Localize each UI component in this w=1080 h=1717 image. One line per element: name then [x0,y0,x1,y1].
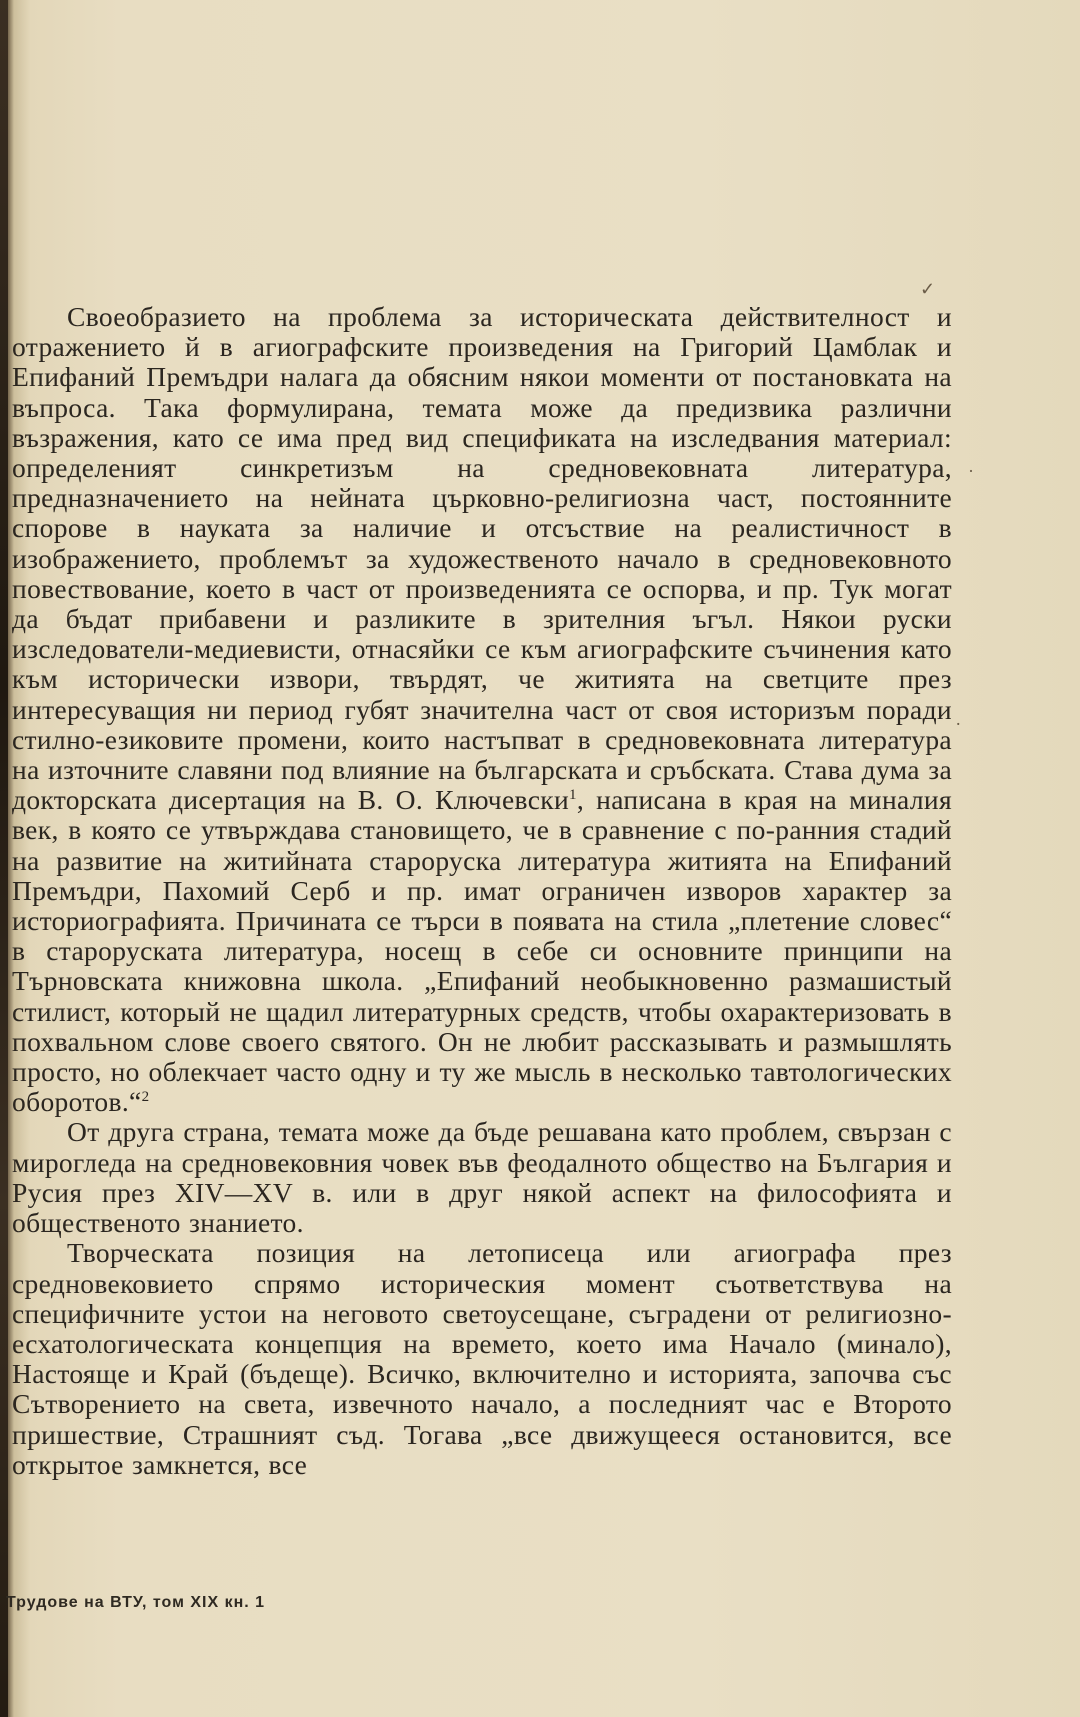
paragraph-1-text-a: Своеобразието на проблема за историческата действителност и отражението й в агиографските произведения на Григорий Цамблак и Епифаний Премъдри налага да обясним някои моменти от постановката на въпроса. Така формулирана, темата може да предизвика различни възражения, като се има пред вид спецификата на изследвания материал: определеният синкретизъм на средновековната литература, предназначението на нейната църковно-религиозна част, постоянните спорове в науката за наличие и отсъствие на реалистичност в изображението, проблемът за художественото начало в средновековното повествование, което в част от произведенията се оспорва, и пр. Тук могат да бъдат прибавени и разликите в зрителния ъгъл. Някои руски изследователи-медиевисти, отнасяйки се към агиографските съчинения като към исторически извори, твърдят, че житията на светците през интересуващия ни период губят значителна част от своя историзъм поради стилно-езиковите промени, които настъпват в средновековната литература на източните славяни под влияние на българската и сръбската. Става дума за докторската дисертация на В. О. Ключевски [12,301,952,816]
paper-mark: . [956,709,961,729]
page-signature: Трудове на ВТУ, том XIX кн. 1 [6,1594,266,1611]
footnote-ref-2: 2 [141,1089,150,1106]
paragraph-1-text-b: , написана в края на миналия век, в която се утвърждава становището, че в сравнение с по-ранния стадий на развитие на житийната староруска литература житията на Епифаний Премъдри, Пахомий Серб и пр. имат ограничен изворов характер за историографията. Причината се търси в появата на стила „плетение словес“ в староруската литература, носещ в себе си основните принципи на Търновската книжовна школа. „Епифаний необыкновенно размашистый стилист, который не щадил литературных средств, чтобы охарактеризовать в похвальном слове своего святого. Он не любит рассказывать и размышлять просто, но облекчает часто одну и ту же мысль в несколько тавтологических оборотов.“ [12,784,952,1118]
paper-mark: ✓ [920,279,936,299]
paragraph-3: Творческата позиция на летописеца или агиографа през средновековието спрямо историческия момент съответствува на специфичните устои на неговото светоусещане, съградени от религиозно-есхатологическата концепция на времето, което има Начало (минало), Настояще и Край (бъдеще). Всичко, включително и историята, започва със Сътворението на света, извечното начало, а последният час е Второто пришествие, Страшният съд. Тогава „все движущееся остановится, все открытое замкнется, все [12,1237,952,1480]
footnote-ref-1: 1 [569,787,577,804]
binding-edge [0,0,8,1717]
paper-mark: · [968,461,974,481]
main-text [12,302,952,1480]
paragraph-1 [12,302,952,1117]
paragraph-2: От друга страна, темата може да бъде решавана като проблем, свързан с мирогледа на средновековния човек във феодалното общество на България и Русия през XIV—XV в. или в друг някой аспект на философията и общественото знанието. [12,1116,952,1239]
